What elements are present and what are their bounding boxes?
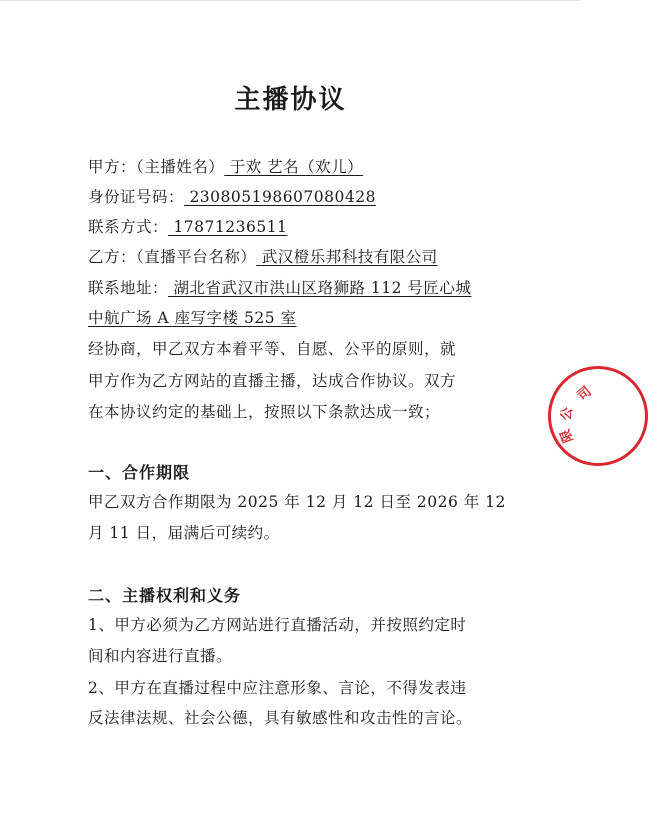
party-b-label: 乙方：（直播平台名称） [88,248,257,266]
address-value-2: 中航广场 A 座写字楼 525 室 [88,309,297,327]
party-b-value: 武汉橙乐邦科技有限公司 [256,248,438,266]
section-2-heading: 二、主播权利和义务 [88,586,242,605]
party-a-label: 甲方：（主播姓名） [88,158,225,176]
party-a-line [88,157,363,177]
party-b-line [88,247,438,267]
intro-line-2: 甲方作为乙方网站的直播主播，达成合作协议。双方 [88,372,457,390]
id-number-label: 身份证号码： [88,188,185,206]
address-value-1: 湖北省武汉市洪山区珞狮路 112 号匠心城 [168,279,472,297]
section-2-line-4: 反法律法规、社会公德，具有敏感性和攻击性的言论。 [88,709,473,727]
section-2-line-3: 2、甲方在直播过程中应注意形象、言论，不得发表违 [88,679,467,697]
document-title: 主播协议 [234,85,347,115]
seal-char-1: 司 [574,384,595,404]
id-number-line [88,187,376,207]
party-a-value: 于欢 艺名（欢儿） [224,158,364,176]
section-1-heading: 一、合作期限 [88,463,191,482]
contact-label: 联系方式： [88,218,169,236]
address-line-1 [88,278,471,298]
id-number-value: 230805198607080428 [184,188,376,206]
seal-char-3: 公 [558,406,576,422]
contact-line [88,217,287,237]
section-2-line-1: 1、甲方必须为乙方网站进行直播活动，并按照约定时 [88,616,467,634]
section-2-line-2: 间和内容进行直播。 [88,647,233,665]
section-1-line-2: 月 11 日，届满后可续约。 [88,524,280,542]
section-1-line-1: 甲乙双方合作期限为 2025 年 12 月 12 日至 2026 年 12 [88,493,506,511]
company-seal [548,366,648,466]
address-line-2 [88,308,297,328]
address-label: 联系地址： [88,279,169,297]
intro-line-3: 在本协议约定的基础上，按照以下条款达成一致； [88,403,441,421]
contact-value: 17871236511 [168,218,288,236]
seal-char-2: 限 [558,427,577,445]
intro-line-1: 经协商，甲乙双方本着平等、自愿、公平的原则，就 [88,340,457,358]
